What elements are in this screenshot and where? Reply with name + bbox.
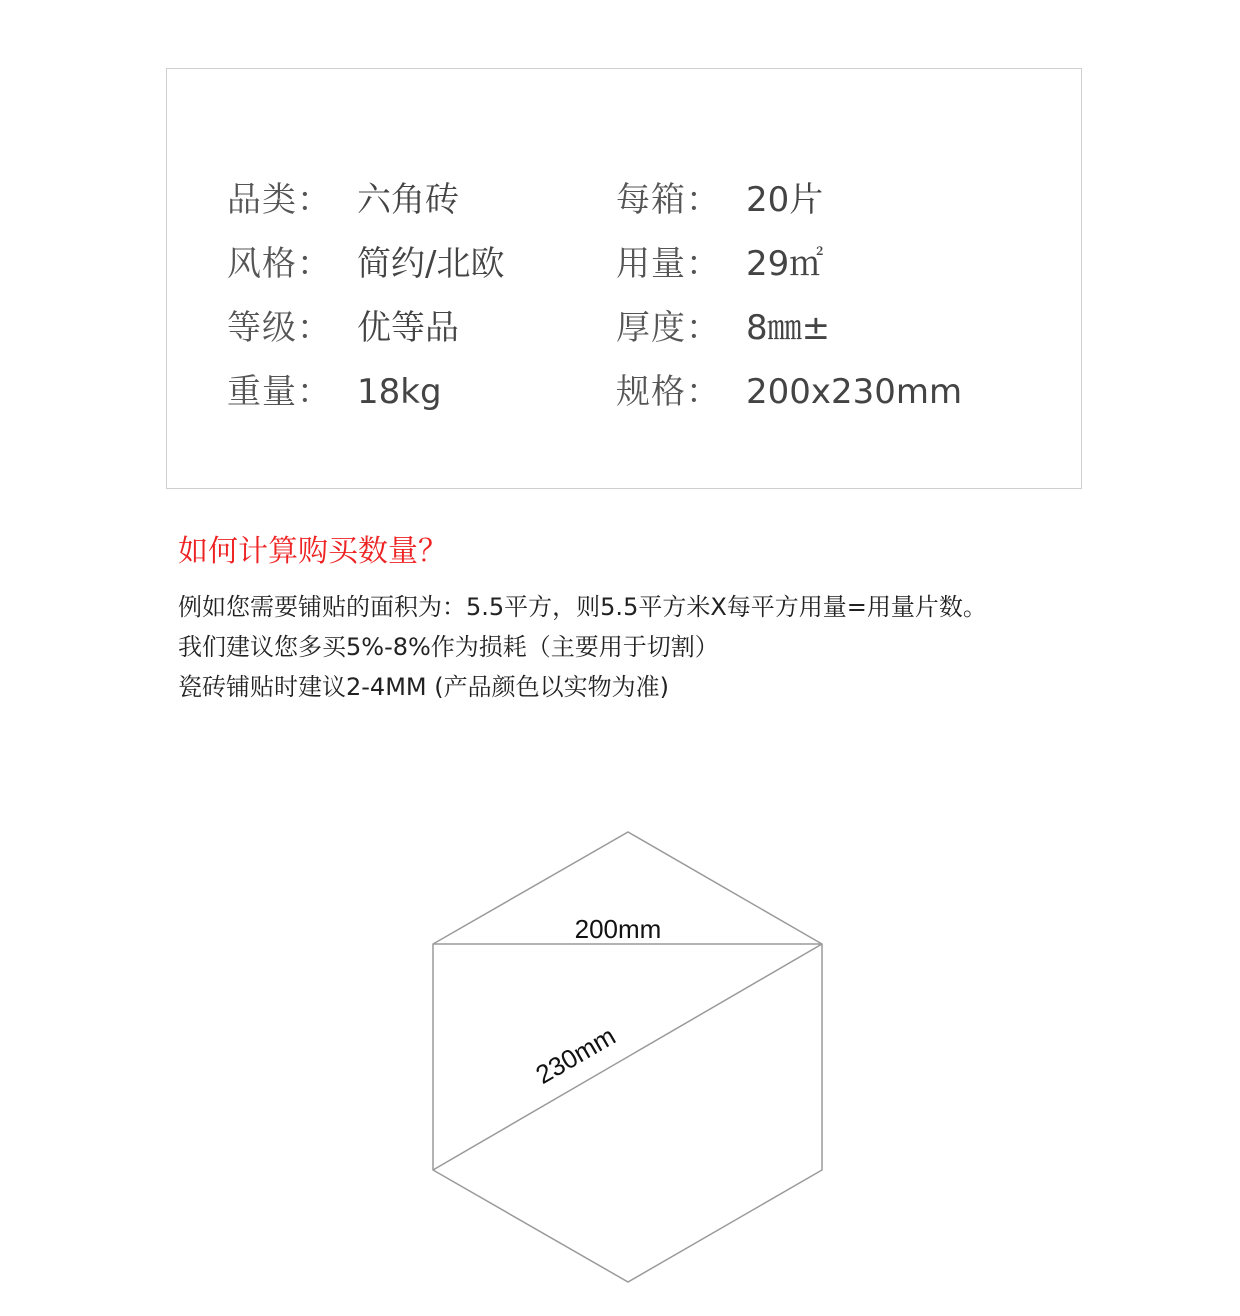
spec-value: 200x230mm xyxy=(746,372,963,412)
howto-title: 如何计算购买数量？ xyxy=(178,534,448,569)
spec-label: 品类： xyxy=(227,180,332,220)
howto-line: 我们建议您多买5%-8%作为损耗（主要用于切割） xyxy=(178,633,719,661)
spec-value: 六角砖 xyxy=(357,180,459,220)
spec-label: 重量： xyxy=(227,372,332,412)
spec-value: 优等品 xyxy=(357,308,459,348)
spec-value: 20片 xyxy=(746,180,824,220)
spec-label: 用量： xyxy=(616,244,721,284)
spec-box xyxy=(166,68,1082,489)
spec-value: 简约/北欧 xyxy=(357,244,505,284)
spec-label: 风格： xyxy=(227,244,332,284)
spec-value: 8㎜± xyxy=(746,308,831,348)
diagonal-label: 230mm xyxy=(530,1020,621,1090)
spec-label: 厚度： xyxy=(616,308,721,348)
hexagon-tile-diagram xyxy=(400,820,860,1290)
spec-label: 每箱： xyxy=(616,180,721,220)
spec-value: 29㎡ xyxy=(746,244,824,284)
spec-label: 等级： xyxy=(227,308,332,348)
diagonal-line xyxy=(433,944,822,1170)
width-label: 200mm xyxy=(574,914,662,944)
howto-line: 瓷砖铺贴时建议2-4MM (产品颜色以实物为准) xyxy=(178,673,669,701)
spec-label: 规格： xyxy=(616,372,721,412)
spec-value: 18kg xyxy=(357,372,442,412)
howto-line: 例如您需要铺贴的面积为：5.5平方，则5.5平方米X每平方用量=用量片数。 xyxy=(178,593,987,621)
